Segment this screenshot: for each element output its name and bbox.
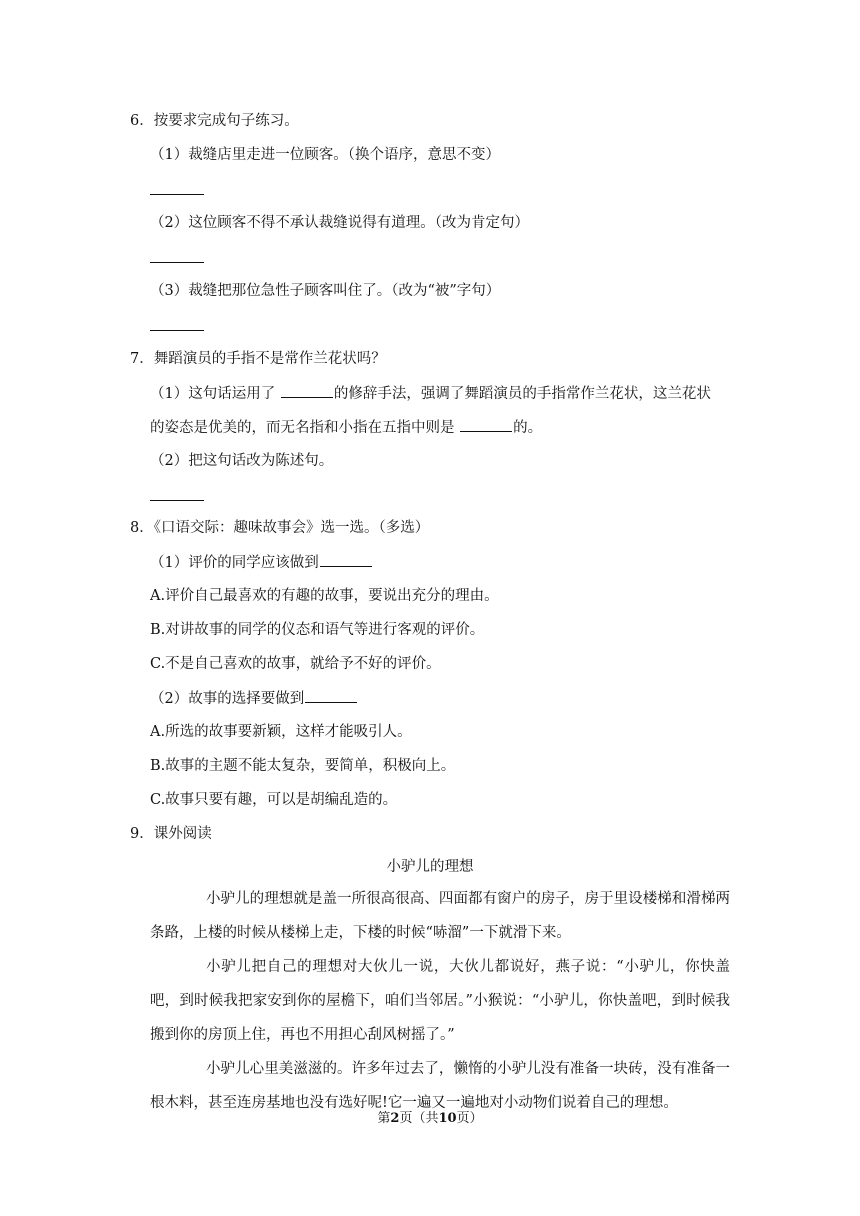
question-7-item-1-line-1 [150, 383, 711, 404]
story-paragraph-3: 小驴儿心里美滋滋的。许多年过去了，懒惰的小驴儿没有准备一块砖，没有准备一根木料，甚至连房基地也没有选好呢!它一遍又一遍地对小动物们说着自己的理想。 [150, 1061, 730, 1111]
option-8-1-a: A.评价自己最喜欢的有趣的故事，要说出充分的理由。 [150, 588, 499, 604]
question-7-item-1-text-c: 的姿态是优美的，而无名指和小指在五指中则是 [150, 420, 460, 436]
story-paragraph-2: 小驴儿把自己的理想对大伙儿一说，大伙儿都说好，燕子说：“小驴儿，你快盖吧，到时候我把家安到你的屋檐下，咱们当邻居。”小猴说：“小驴儿，你快盖吧，到时候我搬到你的房顶上住，再也不用担心刮风树摇了。” [150, 959, 730, 1043]
option-8-1-b: B.对讲故事的同学的仪态和语气等进行客观的评价。 [150, 622, 485, 638]
option-8-2-a: A.所选的故事要新颖，这样才能吸引人。 [150, 724, 412, 740]
answer-blank-6-3 [150, 330, 204, 331]
option-8-1-c: C.不是自己喜欢的故事，就给予不好的评价。 [150, 656, 441, 672]
answer-blank-6-1 [150, 194, 204, 195]
question-8-title: 8．《口语交际：趣味故事会》选一选。（多选） [130, 520, 430, 536]
footer-total-pages: 10 [438, 1111, 457, 1126]
fill-blank-fingers [460, 417, 512, 432]
question-7-title: 7．舞蹈演员的手指不是常作兰花状吗？ [130, 351, 386, 367]
fill-blank-8-1 [320, 552, 372, 567]
question-7-item-1-text-b: 的修辞手法，强调了舞蹈演员的手指常作兰花状，这兰花状 [333, 386, 711, 402]
page-footer [0, 1109, 860, 1129]
answer-blank-7-2 [150, 500, 204, 501]
option-8-2-c: C.故事只要有趣，可以是胡编乱造的。 [150, 792, 398, 808]
answer-blank-6-2 [150, 262, 204, 263]
question-9-title: 9．课外阅读 [130, 826, 212, 842]
question-6-title: 6．按要求完成句子练习。 [130, 113, 299, 129]
footer-suffix: 页） [456, 1111, 483, 1126]
question-7-item-1-line-2 [150, 417, 542, 438]
question-8-part-1 [150, 552, 373, 573]
question-6-item-3: （3）裁缝把那位急性子顾客叫住了。（改为“被”字句） [150, 283, 501, 299]
fill-blank-rhetoric [281, 383, 333, 398]
question-8-part-2-label: （2）故事的选择要做到 [150, 691, 305, 707]
question-7-item-2: （2）把这句话改为陈述句。 [150, 453, 334, 469]
question-6-item-1: （1）裁缝店里走进一位顾客。（换个语序，意思不变） [150, 147, 500, 163]
footer-mid: 页（共 [399, 1111, 439, 1126]
question-7-item-1-text-d: 的。 [513, 420, 543, 436]
story-paragraph-1: 小驴儿的理想就是盖一所很高很高、四面都有窗户的房子，房于里设楼梯和滑梯两条路，上楼的时候从楼梯上走，下楼的时候“哧溜”一下就滑下来。 [150, 891, 730, 941]
footer-prefix: 第 [377, 1111, 391, 1126]
question-7-item-1-text-a: （1）这句话运用了 [150, 386, 280, 402]
question-8-part-2 [150, 688, 358, 709]
footer-page-number: 2 [390, 1111, 400, 1126]
question-6-item-2: （2）这位顾客不得不承认裁缝说得有道理。（改为肯定句） [150, 215, 529, 231]
option-8-2-b: B.故事的主题不能太复杂，要简单，积极向上。 [150, 758, 456, 774]
story-title: 小驴儿的理想 [386, 859, 474, 875]
fill-blank-8-2 [305, 688, 357, 703]
question-8-part-1-label: （1）评价的同学应该做到 [150, 555, 319, 571]
